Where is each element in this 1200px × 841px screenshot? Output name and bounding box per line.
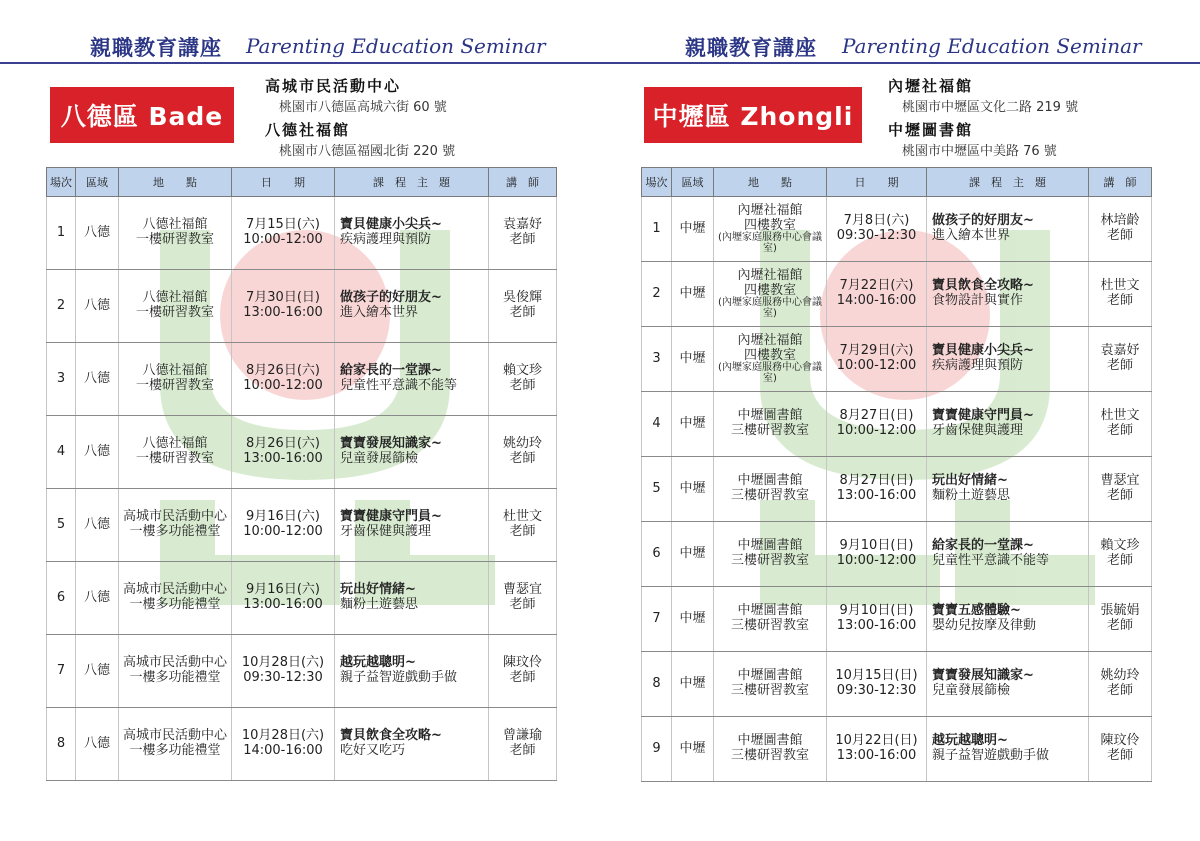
- session-number: 7: [47, 635, 76, 708]
- area: 八德: [76, 635, 119, 708]
- speaker-role: 老師: [509, 232, 536, 247]
- col-header: 講 師: [489, 168, 557, 197]
- speaker-cell: [1089, 457, 1152, 522]
- location-cell: [119, 197, 232, 270]
- session-number: 6: [47, 562, 76, 635]
- session-number: 5: [47, 489, 76, 562]
- date: 7月8日(六): [843, 213, 910, 229]
- course-subtopic: 兒童性平意識不能等: [340, 378, 458, 393]
- table-row: [47, 416, 557, 489]
- time: 13:00-16:00: [243, 597, 323, 612]
- date: 7月30日(日): [246, 290, 320, 306]
- date: 8月27日(日): [839, 408, 914, 424]
- time: 09:30-12:30: [836, 228, 917, 243]
- location-cell: [714, 392, 827, 457]
- location-name: 中壢圖書館: [737, 473, 803, 489]
- location-note: (內壢家庭服務中心會議室): [718, 362, 822, 384]
- date: 8月26日(六): [246, 436, 320, 452]
- speaker-name: 曹瑟宜: [502, 582, 542, 598]
- location-cell: [714, 652, 827, 717]
- location-name: 中壢圖書館: [737, 538, 803, 554]
- col-header: 場次: [642, 168, 672, 197]
- location-name: 高城市民活動中心: [122, 582, 227, 598]
- location-room: 三樓研習教室: [730, 553, 809, 568]
- topic-cell: [927, 717, 1089, 782]
- location-room: 三樓研習教室: [730, 683, 809, 698]
- course-subtopic: 進入繪本世界: [340, 305, 419, 320]
- table-row: [642, 197, 1152, 262]
- venue-name: 八德社福館: [265, 121, 351, 139]
- speaker-role: 老師: [1106, 423, 1133, 438]
- area: 中壢: [672, 587, 714, 652]
- topic-cell: [927, 652, 1089, 717]
- speaker-cell: [489, 197, 557, 270]
- table-row: [47, 635, 557, 708]
- right-venue-list: [888, 75, 1078, 159]
- speaker-role: 老師: [509, 524, 536, 539]
- location-cell: [119, 270, 232, 343]
- course-subtopic: 麵粉土遊藝思: [932, 488, 1011, 503]
- session-number: 2: [47, 270, 76, 343]
- course-title: 寶貝飲食全攻略~: [932, 278, 1034, 294]
- speaker-role: 老師: [1106, 293, 1133, 308]
- area: 中壢: [672, 262, 714, 327]
- speaker-name: 陳玟伶: [502, 655, 542, 671]
- session-number: 3: [47, 343, 76, 416]
- area: 中壢: [672, 717, 714, 782]
- venue-address: 桃園市八德區福國北街 220 號: [279, 144, 456, 159]
- time: 10:00-12:00: [243, 232, 323, 247]
- location-room: 四樓教室: [743, 217, 796, 233]
- right-page-title-en: Parenting Education Seminar: [842, 34, 1142, 58]
- course-subtopic: 牙齒保健與護理: [932, 423, 1024, 438]
- location-cell: [119, 635, 232, 708]
- speaker-cell: [489, 270, 557, 343]
- topic-cell: [335, 635, 489, 708]
- location-cell: [714, 457, 827, 522]
- left-venue-list: [265, 75, 455, 159]
- session-number: 7: [642, 587, 672, 652]
- session-number: 3: [642, 327, 672, 392]
- speaker-role: 老師: [1106, 618, 1133, 633]
- date-cell: [232, 416, 335, 489]
- table-row: [47, 343, 557, 416]
- date-cell: [827, 652, 927, 717]
- course-title: 寶貝健康小尖兵~: [932, 343, 1034, 359]
- course-subtopic: 親子益智遊戲動手做: [932, 748, 1050, 763]
- location-cell: [119, 489, 232, 562]
- course-subtopic: 嬰幼兒按摩及律動: [932, 618, 1037, 633]
- col-header: 地 點: [119, 168, 232, 197]
- speaker-cell: [489, 708, 557, 781]
- topic-cell: [927, 392, 1089, 457]
- location-name: 高城市民活動中心: [122, 728, 227, 744]
- course-subtopic: 親子益智遊戲動手做: [340, 670, 458, 685]
- location-room: 三樓研習教室: [730, 423, 809, 438]
- area: 八德: [76, 489, 119, 562]
- location-cell: [714, 522, 827, 587]
- date: 8月26日(六): [246, 363, 320, 379]
- date-cell: [827, 327, 927, 392]
- course-title: 越玩越聰明~: [932, 733, 1008, 749]
- topic-cell: [927, 457, 1089, 522]
- area: 中壢: [672, 197, 714, 262]
- date: 8月27日(日): [839, 473, 914, 489]
- area: 中壢: [672, 392, 714, 457]
- speaker-role: 老師: [1106, 228, 1133, 243]
- session-number: 2: [642, 262, 672, 327]
- course-subtopic: 麵粉土遊藝思: [340, 597, 419, 612]
- table-row: [642, 652, 1152, 717]
- course-title: 給家長的一堂課~: [932, 538, 1034, 554]
- session-number: 8: [642, 652, 672, 717]
- location-cell: [714, 327, 827, 392]
- location-room: 一樓研習教室: [135, 305, 214, 320]
- date-cell: [827, 197, 927, 262]
- left-page-title-en: Parenting Education Seminar: [246, 34, 546, 58]
- date-cell: [232, 708, 335, 781]
- course-title: 越玩越聰明~: [340, 655, 416, 671]
- location-cell: [714, 197, 827, 262]
- speaker-role: 老師: [1106, 488, 1133, 503]
- speaker-name: 杜世文: [1100, 408, 1140, 424]
- venue-name: 內壢社福館: [888, 77, 974, 95]
- date: 7月15日(六): [246, 217, 320, 233]
- course-title: 玩出好情緒~: [340, 582, 416, 598]
- speaker-cell: [1089, 327, 1152, 392]
- speaker-name: 袁嘉妤: [502, 217, 542, 233]
- area: 中壢: [672, 652, 714, 717]
- location-room: 一樓多功能禮堂: [129, 524, 221, 539]
- location-cell: [714, 587, 827, 652]
- course-subtopic: 疾病護理與預防: [340, 232, 432, 247]
- session-number: 9: [642, 717, 672, 782]
- topic-cell: [335, 708, 489, 781]
- course-title: 寶寶發展知識家~: [340, 436, 442, 452]
- topic-cell: [335, 197, 489, 270]
- location-room: 一樓研習教室: [135, 378, 214, 393]
- speaker-cell: [1089, 587, 1152, 652]
- time: 13:00-16:00: [243, 451, 323, 466]
- speaker-cell: [489, 635, 557, 708]
- topic-cell: [335, 416, 489, 489]
- location-room: 四樓教室: [743, 282, 796, 298]
- date-cell: [232, 343, 335, 416]
- right-page-title-zh: 親職教育講座: [685, 36, 817, 60]
- venue-address: 桃園市中壢區中美路 76 號: [902, 144, 1057, 159]
- session-number: 1: [642, 197, 672, 262]
- table-header-row: [47, 168, 557, 197]
- right-district-label: 中壢區 Zhongli: [644, 87, 862, 143]
- area: 八德: [76, 708, 119, 781]
- table-row: [47, 708, 557, 781]
- location-room: 三樓研習教室: [730, 488, 809, 503]
- date-cell: [232, 489, 335, 562]
- col-header: 日 期: [232, 168, 335, 197]
- area: 八德: [76, 270, 119, 343]
- course-subtopic: 兒童發展篩檢: [932, 683, 1011, 698]
- course-subtopic: 兒童性平意識不能等: [932, 553, 1050, 568]
- speaker-role: 老師: [509, 670, 536, 685]
- location-cell: [714, 262, 827, 327]
- col-header: 地 點: [714, 168, 827, 197]
- topic-cell: [927, 587, 1089, 652]
- course-title: 寶寶五感體驗~: [932, 603, 1021, 619]
- course-title: 寶貝健康小尖兵~: [340, 217, 442, 233]
- location-room: 一樓多功能禮堂: [129, 743, 221, 758]
- col-header: 課 程 主 題: [335, 168, 489, 197]
- area: 中壢: [672, 457, 714, 522]
- speaker-role: 老師: [509, 378, 536, 393]
- table-row: [642, 717, 1152, 782]
- time: 14:00-16:00: [836, 293, 917, 308]
- session-number: 8: [47, 708, 76, 781]
- speaker-role: 老師: [509, 597, 536, 612]
- table-header-row: [642, 168, 1152, 197]
- location-room: 一樓多功能禮堂: [129, 670, 221, 685]
- time: 13:00-16:00: [836, 618, 917, 633]
- topic-cell: [927, 522, 1089, 587]
- area: 八德: [76, 416, 119, 489]
- area: 中壢: [672, 522, 714, 587]
- location-name: 中壢圖書館: [737, 603, 803, 619]
- session-number: 4: [47, 416, 76, 489]
- location-cell: [119, 708, 232, 781]
- topic-cell: [927, 197, 1089, 262]
- speaker-cell: [1089, 262, 1152, 327]
- speaker-name: 袁嘉妤: [1100, 343, 1140, 359]
- date-cell: [827, 717, 927, 782]
- area: 八德: [76, 197, 119, 270]
- course-title: 做孩子的好朋友~: [340, 290, 442, 306]
- date: 10月22日(日): [835, 733, 918, 749]
- venue-address: 桃園市中壢區文化二路 219 號: [902, 100, 1079, 115]
- speaker-name: 張毓娟: [1100, 603, 1140, 619]
- area: 八德: [76, 562, 119, 635]
- speaker-role: 老師: [509, 451, 536, 466]
- venue-name: 中壢圖書館: [888, 121, 974, 139]
- table-row: [642, 522, 1152, 587]
- speaker-name: 陳玟伶: [1100, 733, 1140, 749]
- speaker-name: 賴文珍: [1100, 538, 1140, 554]
- date: 10月28日(六): [241, 655, 325, 671]
- col-header: 課 程 主 題: [927, 168, 1089, 197]
- date: 9月10日(日): [839, 538, 914, 554]
- speaker-role: 老師: [1106, 553, 1133, 568]
- session-number: 5: [642, 457, 672, 522]
- topic-cell: [335, 343, 489, 416]
- time: 10:00-12:00: [243, 378, 323, 393]
- location-name: 內壢社福館: [737, 332, 803, 348]
- location-room: 三樓研習教室: [730, 618, 809, 633]
- session-number: 6: [642, 522, 672, 587]
- col-header: 場次: [47, 168, 76, 197]
- session-number: 4: [642, 392, 672, 457]
- location-name: 高城市民活動中心: [122, 655, 227, 671]
- date: 10月28日(六): [241, 728, 325, 744]
- table-row: [642, 262, 1152, 327]
- course-title: 寶寶健康守門員~: [932, 408, 1034, 424]
- location-cell: [714, 717, 827, 782]
- topic-cell: [927, 327, 1089, 392]
- table-row: [642, 327, 1152, 392]
- table-row: [642, 457, 1152, 522]
- col-header: 日 期: [827, 168, 927, 197]
- speaker-name: 曾謙瑜: [502, 728, 542, 744]
- course-subtopic: 牙齒保健與護理: [340, 524, 432, 539]
- time: 10:00-12:00: [836, 423, 917, 438]
- location-room: 一樓研習教室: [135, 232, 214, 247]
- course-title: 做孩子的好朋友~: [932, 213, 1034, 229]
- left-page-title-zh: 親職教育講座: [90, 36, 222, 60]
- location-name: 八德社福館: [142, 217, 208, 233]
- location-name: 八德社福館: [142, 436, 208, 452]
- speaker-role: 老師: [509, 305, 536, 320]
- right-schedule-table: [641, 167, 1152, 782]
- time: 09:30-12:30: [836, 683, 917, 698]
- area: 中壢: [672, 327, 714, 392]
- date: 9月16日(六): [246, 509, 320, 525]
- date-cell: [827, 522, 927, 587]
- venue-name: 高城市民活動中心: [265, 77, 402, 95]
- time: 13:00-16:00: [836, 748, 917, 763]
- table-row: [642, 587, 1152, 652]
- course-subtopic: 疾病護理與預防: [932, 358, 1024, 373]
- table-row: [47, 197, 557, 270]
- area: 八德: [76, 343, 119, 416]
- date-cell: [232, 197, 335, 270]
- date: 7月29日(六): [839, 343, 914, 359]
- speaker-cell: [1089, 652, 1152, 717]
- date: 9月10日(日): [839, 603, 914, 619]
- table-row: [47, 562, 557, 635]
- location-name: 中壢圖書館: [737, 668, 803, 684]
- location-name: 八德社福館: [142, 363, 208, 379]
- speaker-role: 老師: [1106, 358, 1133, 373]
- header-divider: [0, 62, 1200, 64]
- time: 09:30-12:30: [243, 670, 323, 685]
- time: 10:00-12:00: [836, 553, 917, 568]
- location-name: 中壢圖書館: [737, 733, 803, 749]
- table-row: [47, 489, 557, 562]
- course-title: 給家長的一堂課~: [340, 363, 442, 379]
- course-subtopic: 進入繪本世界: [932, 228, 1011, 243]
- topic-cell: [335, 562, 489, 635]
- location-name: 內壢社福館: [737, 267, 803, 283]
- speaker-role: 老師: [1106, 748, 1133, 763]
- location-room: 三樓研習教室: [730, 748, 809, 763]
- location-name: 中壢圖書館: [737, 408, 803, 424]
- speaker-cell: [489, 562, 557, 635]
- course-title: 寶貝飲食全攻略~: [340, 728, 442, 744]
- speaker-cell: [489, 343, 557, 416]
- date: 9月16日(六): [246, 582, 320, 598]
- col-header: 區域: [76, 168, 119, 197]
- table-row: [642, 392, 1152, 457]
- left-schedule-table: [46, 167, 557, 781]
- date: 7月22日(六): [839, 278, 914, 294]
- course-subtopic: 食物設計與實作: [932, 293, 1024, 308]
- speaker-cell: [489, 416, 557, 489]
- date: 10月15日(日): [835, 668, 918, 684]
- col-header: 講 師: [1089, 168, 1152, 197]
- date-cell: [232, 562, 335, 635]
- time: 13:00-16:00: [243, 305, 323, 320]
- speaker-name: 姚幼玲: [502, 436, 542, 452]
- date-cell: [827, 587, 927, 652]
- time: 13:00-16:00: [836, 488, 917, 503]
- speaker-cell: [1089, 197, 1152, 262]
- course-title: 玩出好情緒~: [932, 473, 1008, 489]
- date-cell: [827, 457, 927, 522]
- left-district-label: 八德區 Bade: [50, 87, 234, 143]
- course-title: 寶寶發展知識家~: [932, 668, 1034, 684]
- location-room: 四樓教室: [743, 347, 796, 363]
- speaker-cell: [1089, 717, 1152, 782]
- date-cell: [232, 635, 335, 708]
- location-note: (內壢家庭服務中心會議室): [718, 232, 822, 254]
- location-cell: [119, 416, 232, 489]
- date-cell: [232, 270, 335, 343]
- venue-address: 桃園市八德區高城六街 60 號: [279, 100, 447, 115]
- speaker-name: 杜世文: [1100, 278, 1140, 294]
- location-name: 八德社福館: [142, 290, 208, 306]
- course-title: 寶寶健康守門員~: [340, 509, 442, 525]
- location-room: 一樓研習教室: [135, 451, 214, 466]
- speaker-cell: [489, 489, 557, 562]
- speaker-cell: [1089, 522, 1152, 587]
- location-name: 高城市民活動中心: [122, 509, 227, 525]
- speaker-name: 杜世文: [502, 509, 542, 525]
- course-subtopic: 兒童發展篩檢: [340, 451, 419, 466]
- time: 10:00-12:00: [243, 524, 323, 539]
- location-cell: [119, 562, 232, 635]
- speaker-cell: [1089, 392, 1152, 457]
- speaker-name: 林培齡: [1100, 213, 1140, 229]
- topic-cell: [927, 262, 1089, 327]
- speaker-name: 曹瑟宜: [1100, 473, 1140, 489]
- speaker-name: 賴文珍: [502, 363, 542, 379]
- speaker-role: 老師: [509, 743, 536, 758]
- location-cell: [119, 343, 232, 416]
- location-note: (內壢家庭服務中心會議室): [718, 297, 822, 319]
- session-number: 1: [47, 197, 76, 270]
- course-subtopic: 吃好又吃巧: [340, 743, 406, 758]
- time: 10:00-12:00: [836, 358, 917, 373]
- table-row: [47, 270, 557, 343]
- location-name: 內壢社福館: [737, 202, 803, 218]
- speaker-name: 姚幼玲: [1100, 668, 1140, 684]
- speaker-role: 老師: [1106, 683, 1133, 698]
- location-room: 一樓多功能禮堂: [129, 597, 221, 612]
- topic-cell: [335, 270, 489, 343]
- topic-cell: [335, 489, 489, 562]
- speaker-name: 吳俊輝: [502, 290, 542, 306]
- time: 14:00-16:00: [243, 743, 323, 758]
- col-header: 區域: [672, 168, 714, 197]
- date-cell: [827, 262, 927, 327]
- date-cell: [827, 392, 927, 457]
